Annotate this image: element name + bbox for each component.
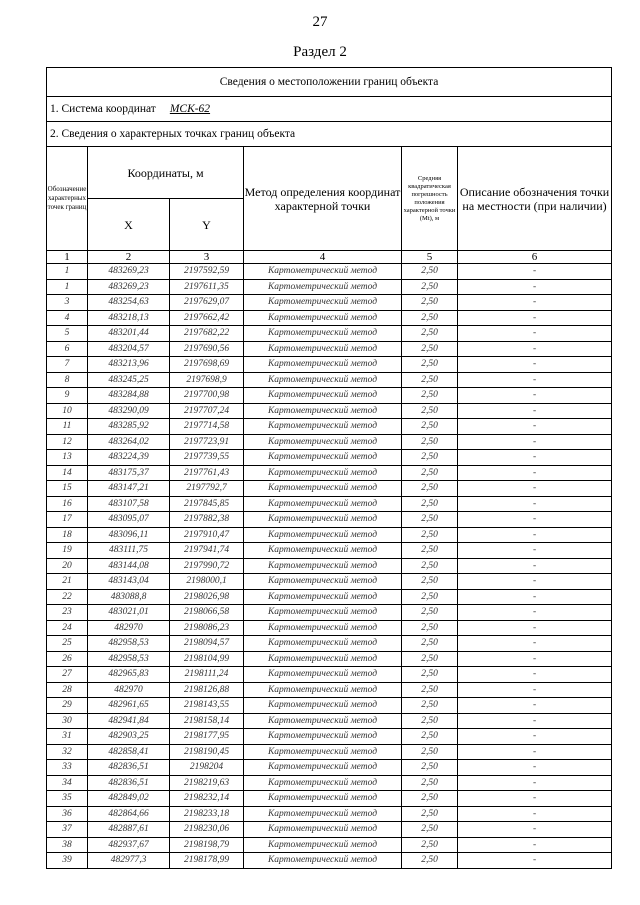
y-coordinate-cell: 2197910,47 <box>170 527 244 543</box>
description-cell: - <box>458 760 612 776</box>
y-coordinate-cell: 2197990,72 <box>170 558 244 574</box>
method-cell: Картометрический метод <box>244 419 402 435</box>
description-cell: - <box>458 465 612 481</box>
y-coordinate-cell: 2198204 <box>170 760 244 776</box>
description-cell: - <box>458 434 612 450</box>
point-id-cell: 7 <box>47 357 88 373</box>
description-cell: - <box>458 574 612 590</box>
description-cell: - <box>458 806 612 822</box>
description-cell: - <box>458 620 612 636</box>
description-cell: - <box>458 744 612 760</box>
x-coordinate-cell: 483290,09 <box>88 403 170 419</box>
point-id-cell: 13 <box>47 450 88 466</box>
section-title: Раздел 2 <box>293 44 347 60</box>
method-cell: Картометрический метод <box>244 403 402 419</box>
point-id-cell: 27 <box>47 667 88 683</box>
x-coordinate-cell: 483095,07 <box>88 512 170 528</box>
x-coordinate-cell: 482958,53 <box>88 651 170 667</box>
accuracy-cell: 2,50 <box>402 419 458 435</box>
header-point-id: Обозначение характерных точек границ <box>47 147 88 251</box>
y-coordinate-cell: 2198233,18 <box>170 806 244 822</box>
description-cell: - <box>458 729 612 745</box>
x-coordinate-cell: 482903,25 <box>88 729 170 745</box>
column-number: 5 <box>402 251 458 264</box>
table-row <box>47 605 612 621</box>
description-cell: - <box>458 496 612 512</box>
y-coordinate-cell: 2198126,88 <box>170 682 244 698</box>
x-coordinate-cell: 483201,44 <box>88 326 170 342</box>
method-cell: Картометрический метод <box>244 388 402 404</box>
accuracy-cell: 2,50 <box>402 264 458 280</box>
point-id-cell: 23 <box>47 605 88 621</box>
method-cell: Картометрический метод <box>244 806 402 822</box>
y-coordinate-cell: 2198094,57 <box>170 636 244 652</box>
table-row <box>47 388 612 404</box>
accuracy-cell: 2,50 <box>402 372 458 388</box>
accuracy-cell: 2,50 <box>402 698 458 714</box>
point-id-cell: 3 <box>47 295 88 311</box>
method-cell: Картометрический метод <box>244 310 402 326</box>
y-coordinate-cell: 2197761,43 <box>170 465 244 481</box>
description-cell: - <box>458 527 612 543</box>
x-coordinate-cell: 482864,66 <box>88 806 170 822</box>
header-accuracy: Средняя квадратическая погрешность положения характерной точки (Mt), м <box>402 147 458 251</box>
point-id-cell: 30 <box>47 713 88 729</box>
description-cell: - <box>458 791 612 807</box>
method-cell: Картометрический метод <box>244 837 402 853</box>
x-coordinate-cell: 483285,92 <box>88 419 170 435</box>
description-cell: - <box>458 543 612 559</box>
description-cell: - <box>458 310 612 326</box>
method-cell: Картометрический метод <box>244 605 402 621</box>
x-coordinate-cell: 482937,67 <box>88 837 170 853</box>
accuracy-cell: 2,50 <box>402 481 458 497</box>
column-number: 3 <box>170 251 244 264</box>
method-cell: Картометрический метод <box>244 279 402 295</box>
y-coordinate-cell: 2198066,58 <box>170 605 244 621</box>
point-id-cell: 1 <box>47 264 88 280</box>
method-cell: Картометрический метод <box>244 295 402 311</box>
method-cell: Картометрический метод <box>244 729 402 745</box>
point-id-cell: 1 <box>47 279 88 295</box>
accuracy-cell: 2,50 <box>402 465 458 481</box>
y-coordinate-cell: 2197698,69 <box>170 357 244 373</box>
x-coordinate-cell: 482836,51 <box>88 775 170 791</box>
x-coordinate-cell: 483175,37 <box>88 465 170 481</box>
method-cell: Картометрический метод <box>244 558 402 574</box>
point-id-cell: 34 <box>47 775 88 791</box>
header-description: Описание обозначения точки на местности (при наличии) <box>458 147 612 251</box>
y-coordinate-cell: 2197698,9 <box>170 372 244 388</box>
table-row <box>47 620 612 636</box>
table-row <box>47 682 612 698</box>
method-cell: Картометрический метод <box>244 341 402 357</box>
point-id-cell: 21 <box>47 574 88 590</box>
point-id-cell: 20 <box>47 558 88 574</box>
y-coordinate-cell: 2197792,7 <box>170 481 244 497</box>
point-id-cell: 31 <box>47 729 88 745</box>
description-cell: - <box>458 326 612 342</box>
method-cell: Картометрический метод <box>244 465 402 481</box>
coord-system-cell <box>47 97 612 122</box>
table-row <box>47 543 612 559</box>
x-coordinate-cell: 483269,23 <box>88 279 170 295</box>
x-coordinate-cell: 483213,96 <box>88 357 170 373</box>
accuracy-cell: 2,50 <box>402 512 458 528</box>
description-cell: - <box>458 403 612 419</box>
description-cell: - <box>458 589 612 605</box>
accuracy-cell: 2,50 <box>402 605 458 621</box>
point-id-cell: 18 <box>47 527 88 543</box>
method-cell: Картометрический метод <box>244 450 402 466</box>
x-coordinate-cell: 483245,25 <box>88 372 170 388</box>
table-row <box>47 295 612 311</box>
points-title: 2. Сведения о характерных точках границ объекта <box>47 122 612 147</box>
table-row <box>47 822 612 838</box>
x-coordinate-cell: 483218,13 <box>88 310 170 326</box>
point-id-cell: 6 <box>47 341 88 357</box>
accuracy-cell: 2,50 <box>402 682 458 698</box>
method-cell: Картометрический метод <box>244 667 402 683</box>
table-row <box>47 558 612 574</box>
y-coordinate-cell: 2198026,98 <box>170 589 244 605</box>
method-cell: Картометрический метод <box>244 589 402 605</box>
x-coordinate-cell: 483284,88 <box>88 388 170 404</box>
accuracy-cell: 2,50 <box>402 341 458 357</box>
point-id-cell: 11 <box>47 419 88 435</box>
x-coordinate-cell: 482941,84 <box>88 713 170 729</box>
y-coordinate-cell: 2198104,99 <box>170 651 244 667</box>
table-row <box>47 806 612 822</box>
y-coordinate-cell: 2197723,91 <box>170 434 244 450</box>
y-coordinate-cell: 2198158,14 <box>170 713 244 729</box>
accuracy-cell: 2,50 <box>402 326 458 342</box>
header-method: Метод определения координат характерной точки <box>244 147 402 251</box>
point-id-cell: 39 <box>47 853 88 869</box>
coord-system-label: 1. Система координат <box>50 103 156 115</box>
table-row <box>47 760 612 776</box>
y-coordinate-cell: 2198230,06 <box>170 822 244 838</box>
table-row <box>47 589 612 605</box>
column-number: 1 <box>47 251 88 264</box>
accuracy-cell: 2,50 <box>402 791 458 807</box>
x-coordinate-cell: 483111,75 <box>88 543 170 559</box>
description-cell: - <box>458 264 612 280</box>
accuracy-cell: 2,50 <box>402 574 458 590</box>
y-coordinate-cell: 2198190,45 <box>170 744 244 760</box>
x-coordinate-cell: 482887,61 <box>88 822 170 838</box>
accuracy-cell: 2,50 <box>402 744 458 760</box>
y-coordinate-cell: 2198086,23 <box>170 620 244 636</box>
method-cell: Картометрический метод <box>244 698 402 714</box>
y-coordinate-cell: 2198143,55 <box>170 698 244 714</box>
method-cell: Картометрический метод <box>244 326 402 342</box>
description-cell: - <box>458 822 612 838</box>
description-cell: - <box>458 698 612 714</box>
boundary-table <box>46 67 612 869</box>
point-id-cell: 22 <box>47 589 88 605</box>
accuracy-cell: 2,50 <box>402 651 458 667</box>
accuracy-cell: 2,50 <box>402 667 458 683</box>
point-id-cell: 12 <box>47 434 88 450</box>
table-row <box>47 264 612 280</box>
table-row <box>47 481 612 497</box>
column-number: 4 <box>244 251 402 264</box>
x-coordinate-cell: 483204,57 <box>88 341 170 357</box>
point-id-cell: 36 <box>47 806 88 822</box>
accuracy-cell: 2,50 <box>402 636 458 652</box>
x-coordinate-cell: 483224,39 <box>88 450 170 466</box>
method-cell: Картометрический метод <box>244 357 402 373</box>
y-coordinate-cell: 2198219,63 <box>170 775 244 791</box>
description-cell: - <box>458 279 612 295</box>
header-x: X <box>88 199 170 251</box>
description-cell: - <box>458 713 612 729</box>
point-id-cell: 37 <box>47 822 88 838</box>
point-id-cell: 28 <box>47 682 88 698</box>
table-row <box>47 279 612 295</box>
x-coordinate-cell: 483096,11 <box>88 527 170 543</box>
table-row <box>47 651 612 667</box>
table-row <box>47 729 612 745</box>
method-cell: Картометрический метод <box>244 620 402 636</box>
y-coordinate-cell: 2197611,35 <box>170 279 244 295</box>
point-id-cell: 24 <box>47 620 88 636</box>
x-coordinate-cell: 482961,65 <box>88 698 170 714</box>
y-coordinate-cell: 2197592,59 <box>170 264 244 280</box>
y-coordinate-cell: 2197845,85 <box>170 496 244 512</box>
table-row <box>47 357 612 373</box>
method-cell: Картометрический метод <box>244 682 402 698</box>
x-coordinate-cell: 483264,02 <box>88 434 170 450</box>
description-cell: - <box>458 450 612 466</box>
accuracy-cell: 2,50 <box>402 388 458 404</box>
x-coordinate-cell: 482970 <box>88 682 170 698</box>
description-cell: - <box>458 357 612 373</box>
column-number: 6 <box>458 251 612 264</box>
x-coordinate-cell: 483143,04 <box>88 574 170 590</box>
point-id-cell: 5 <box>47 326 88 342</box>
accuracy-cell: 2,50 <box>402 496 458 512</box>
description-cell: - <box>458 388 612 404</box>
x-coordinate-cell: 482849,02 <box>88 791 170 807</box>
accuracy-cell: 2,50 <box>402 403 458 419</box>
point-id-cell: 10 <box>47 403 88 419</box>
method-cell: Картометрический метод <box>244 527 402 543</box>
table-row <box>47 419 612 435</box>
y-coordinate-cell: 2197739,55 <box>170 450 244 466</box>
header-coordinates: Координаты, м <box>88 147 244 199</box>
point-id-cell: 19 <box>47 543 88 559</box>
table-row <box>47 512 612 528</box>
accuracy-cell: 2,50 <box>402 713 458 729</box>
table-row <box>47 403 612 419</box>
table-row <box>47 450 612 466</box>
description-cell: - <box>458 419 612 435</box>
accuracy-cell: 2,50 <box>402 279 458 295</box>
y-coordinate-cell: 2197629,07 <box>170 295 244 311</box>
description-cell: - <box>458 295 612 311</box>
table-row <box>47 698 612 714</box>
description-cell: - <box>458 636 612 652</box>
table-row <box>47 791 612 807</box>
method-cell: Картометрический метод <box>244 713 402 729</box>
table-title: Сведения о местоположении границ объекта <box>47 68 612 97</box>
y-coordinate-cell: 2197682,22 <box>170 326 244 342</box>
point-id-cell: 14 <box>47 465 88 481</box>
x-coordinate-cell: 482958,53 <box>88 636 170 652</box>
method-cell: Картометрический метод <box>244 496 402 512</box>
description-cell: - <box>458 651 612 667</box>
accuracy-cell: 2,50 <box>402 527 458 543</box>
x-coordinate-cell: 483107,58 <box>88 496 170 512</box>
y-coordinate-cell: 2198111,24 <box>170 667 244 683</box>
accuracy-cell: 2,50 <box>402 775 458 791</box>
table-row <box>47 341 612 357</box>
table-row <box>47 434 612 450</box>
point-id-cell: 33 <box>47 760 88 776</box>
x-coordinate-cell: 482836,51 <box>88 760 170 776</box>
method-cell: Картометрический метод <box>244 636 402 652</box>
accuracy-cell: 2,50 <box>402 837 458 853</box>
method-cell: Картометрический метод <box>244 543 402 559</box>
coord-system-value: МСК-62 <box>169 103 211 115</box>
method-cell: Картометрический метод <box>244 574 402 590</box>
method-cell: Картометрический метод <box>244 822 402 838</box>
accuracy-cell: 2,50 <box>402 434 458 450</box>
x-coordinate-cell: 483254,63 <box>88 295 170 311</box>
table-row <box>47 310 612 326</box>
description-cell: - <box>458 341 612 357</box>
description-cell: - <box>458 481 612 497</box>
y-coordinate-cell: 2197662,42 <box>170 310 244 326</box>
y-coordinate-cell: 2197941,74 <box>170 543 244 559</box>
description-cell: - <box>458 512 612 528</box>
y-coordinate-cell: 2198198,79 <box>170 837 244 853</box>
x-coordinate-cell: 483088,8 <box>88 589 170 605</box>
column-numbers-row <box>47 251 612 264</box>
table-row <box>47 853 612 869</box>
point-id-cell: 4 <box>47 310 88 326</box>
x-coordinate-cell: 482858,41 <box>88 744 170 760</box>
description-cell: - <box>458 775 612 791</box>
table-row <box>47 372 612 388</box>
point-id-cell: 35 <box>47 791 88 807</box>
table-row <box>47 667 612 683</box>
accuracy-cell: 2,50 <box>402 357 458 373</box>
table-row <box>47 713 612 729</box>
x-coordinate-cell: 482970 <box>88 620 170 636</box>
accuracy-cell: 2,50 <box>402 310 458 326</box>
y-coordinate-cell: 2198232,14 <box>170 791 244 807</box>
x-coordinate-cell: 483269,23 <box>88 264 170 280</box>
table-row <box>47 837 612 853</box>
accuracy-cell: 2,50 <box>402 760 458 776</box>
y-coordinate-cell: 2197714,58 <box>170 419 244 435</box>
x-coordinate-cell: 482965,83 <box>88 667 170 683</box>
table-row <box>47 465 612 481</box>
y-coordinate-cell: 2198178,99 <box>170 853 244 869</box>
x-coordinate-cell: 483144,08 <box>88 558 170 574</box>
description-cell: - <box>458 605 612 621</box>
y-coordinate-cell: 2198000,1 <box>170 574 244 590</box>
point-id-cell: 17 <box>47 512 88 528</box>
accuracy-cell: 2,50 <box>402 822 458 838</box>
y-coordinate-cell: 2197882,38 <box>170 512 244 528</box>
y-coordinate-cell: 2197700,98 <box>170 388 244 404</box>
method-cell: Картометрический метод <box>244 651 402 667</box>
point-id-cell: 15 <box>47 481 88 497</box>
accuracy-cell: 2,50 <box>402 620 458 636</box>
method-cell: Картометрический метод <box>244 481 402 497</box>
method-cell: Картометрический метод <box>244 791 402 807</box>
point-id-cell: 29 <box>47 698 88 714</box>
point-id-cell: 32 <box>47 744 88 760</box>
accuracy-cell: 2,50 <box>402 729 458 745</box>
x-coordinate-cell: 483021,01 <box>88 605 170 621</box>
y-coordinate-cell: 2197690,56 <box>170 341 244 357</box>
table-row <box>47 775 612 791</box>
header-y: Y <box>170 199 244 251</box>
x-coordinate-cell: 482977,3 <box>88 853 170 869</box>
point-id-cell: 16 <box>47 496 88 512</box>
method-cell: Картометрический метод <box>244 744 402 760</box>
table-row <box>47 496 612 512</box>
method-cell: Картометрический метод <box>244 264 402 280</box>
method-cell: Картометрический метод <box>244 512 402 528</box>
method-cell: Картометрический метод <box>244 434 402 450</box>
table-row <box>47 744 612 760</box>
accuracy-cell: 2,50 <box>402 543 458 559</box>
description-cell: - <box>458 372 612 388</box>
accuracy-cell: 2,50 <box>402 589 458 605</box>
y-coordinate-cell: 2197707,24 <box>170 403 244 419</box>
table-row <box>47 326 612 342</box>
description-cell: - <box>458 853 612 869</box>
method-cell: Картометрический метод <box>244 853 402 869</box>
accuracy-cell: 2,50 <box>402 853 458 869</box>
description-cell: - <box>458 682 612 698</box>
method-cell: Картометрический метод <box>244 760 402 776</box>
page-number: 27 <box>312 14 328 30</box>
point-id-cell: 25 <box>47 636 88 652</box>
accuracy-cell: 2,50 <box>402 558 458 574</box>
description-cell: - <box>458 837 612 853</box>
description-cell: - <box>458 667 612 683</box>
table-row <box>47 636 612 652</box>
column-number: 2 <box>88 251 170 264</box>
method-cell: Картометрический метод <box>244 775 402 791</box>
point-id-cell: 26 <box>47 651 88 667</box>
accuracy-cell: 2,50 <box>402 295 458 311</box>
accuracy-cell: 2,50 <box>402 806 458 822</box>
description-cell: - <box>458 558 612 574</box>
x-coordinate-cell: 483147,21 <box>88 481 170 497</box>
point-id-cell: 9 <box>47 388 88 404</box>
table-row <box>47 527 612 543</box>
point-id-cell: 38 <box>47 837 88 853</box>
point-id-cell: 8 <box>47 372 88 388</box>
y-coordinate-cell: 2198177,95 <box>170 729 244 745</box>
table-row <box>47 574 612 590</box>
accuracy-cell: 2,50 <box>402 450 458 466</box>
method-cell: Картометрический метод <box>244 372 402 388</box>
